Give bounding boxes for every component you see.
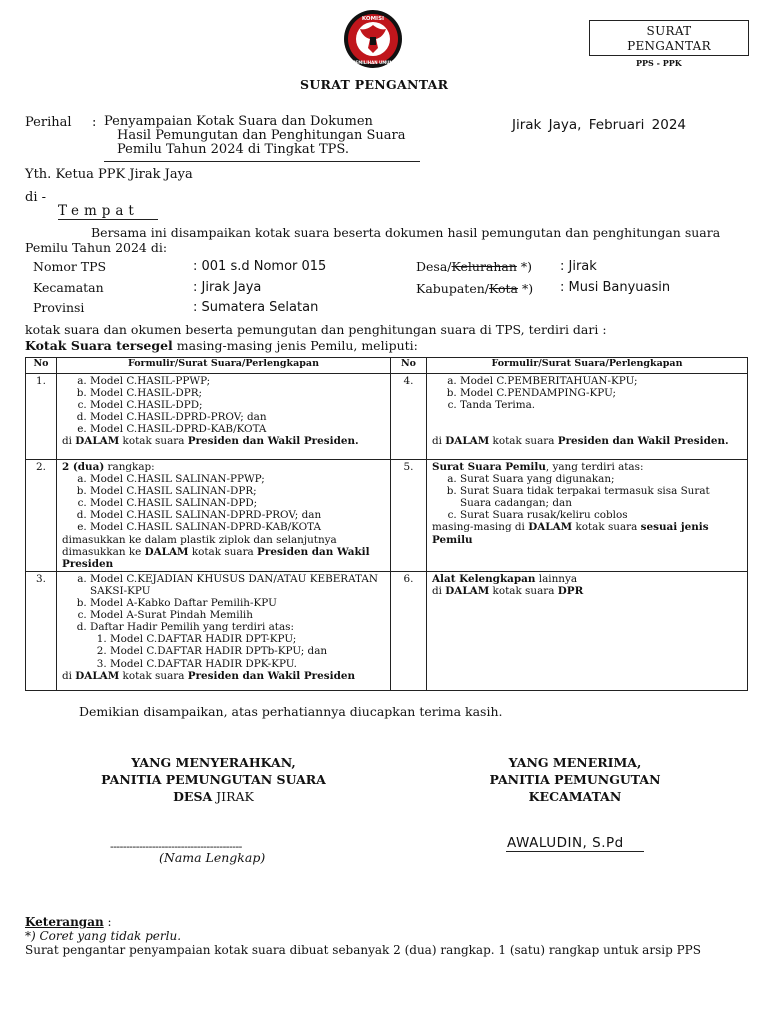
nomor-tps-value: : 001 s.d Nomor 015: [193, 259, 327, 274]
sub-item-list: [62, 633, 386, 669]
head-text: , yang terdiri atas:: [545, 461, 644, 473]
list-item: b. Model C.HASIL SALINAN-DPR;: [90, 485, 386, 497]
list-item: e. Model C.HASIL SALINAN-DPRD-KAB/KOTA: [90, 521, 386, 533]
list-item: a. Model C.KEJADIAN KHUSUS DAN/ATAU KEBERATAN SAKSI-KPU: [90, 573, 386, 597]
keterangan-heading: [25, 915, 701, 929]
sign-left-line-1: YANG MENYERAHKAN,: [131, 755, 296, 770]
row-cell: [57, 460, 391, 572]
item-list: [62, 573, 386, 633]
row-cell: [57, 571, 391, 690]
header-box: [589, 20, 749, 56]
tempat: Tempat: [58, 203, 139, 219]
di-label: di -: [25, 190, 47, 205]
list-item: d. Daftar Hadir Pemilih yang terdiri atas:: [90, 621, 386, 633]
header-form-left: Formulir/Surat Suara/Perlengkapan: [57, 358, 391, 374]
list-item: 1. Model C.DAFTAR HADIR DPT-KPU;: [110, 633, 386, 645]
foot-bold: DALAM: [144, 545, 189, 558]
row-cell: [427, 374, 748, 460]
header-no-right: No: [391, 358, 427, 374]
list-item: c. Surat Suara rusak/keliru coblos: [460, 509, 743, 521]
row-number: 5.: [391, 460, 427, 572]
list-item: 2. Model C.DAFTAR HADIR DPTb-KPU; dan: [110, 645, 386, 657]
signature-right: [475, 754, 675, 805]
list-item: c. Model C.HASIL SALINAN-DPD;: [90, 497, 386, 509]
list-item: a. Model C.HASIL-PPWP;: [90, 375, 386, 387]
foot-bold: Presiden dan Wakil Presiden.: [187, 435, 359, 448]
row-footer: [62, 670, 386, 682]
foot-text: dimasukkan ke: [62, 545, 145, 558]
nomor-tps-label: Nomor TPS: [33, 259, 107, 274]
keterangan-colon: :: [103, 915, 112, 929]
desa-label-c: *): [516, 259, 533, 274]
foot-bold: Presiden dan Wakil Presiden: [187, 669, 355, 682]
perihal-line-2: Hasil Pemungutan dan Penghitungan Suara: [117, 128, 406, 143]
list-item: c. Tanda Terima.: [460, 399, 743, 411]
row-spacer: [432, 411, 743, 435]
signature-left: [90, 754, 337, 805]
row-cell: [427, 460, 748, 572]
keterangan-note-1: *) Coret yang tidak perlu.: [25, 929, 182, 943]
row-number: 1.: [26, 374, 57, 460]
foot-text: di: [62, 669, 76, 682]
header-no-left: No: [26, 358, 57, 374]
head-bold: Alat Kelengkapan: [432, 572, 536, 585]
list-item: a. Surat Suara yang digunakan;: [460, 473, 743, 485]
box-line-2: PENGANTAR: [627, 39, 711, 53]
row-footer-2: [62, 546, 386, 570]
kab-label-c: *): [518, 281, 534, 296]
logo-text-top: KOMISI: [361, 16, 385, 22]
desa-value: : Jirak: [560, 259, 597, 274]
foot-bold: DALAM: [75, 435, 120, 448]
row-head: [62, 461, 386, 473]
foot-text: kotak suara: [572, 521, 641, 534]
perihal-line-1: Penyampaian Kotak Suara dan Dokumen: [104, 114, 373, 129]
row-number: 2.: [26, 460, 57, 572]
foot-bold: DALAM: [445, 584, 490, 597]
list-item: e. Model C.HASIL-DPRD-KAB/KOTA: [90, 423, 386, 435]
kpu-logo-icon: [342, 8, 404, 70]
closing-text: Demikian disampaikan, atas perhatiannya diucapkan terima kasih.: [79, 704, 503, 719]
perihal-label: Perihal: [25, 115, 72, 130]
box-subtitle: PPS - PPK: [636, 58, 682, 68]
foot-text: kotak suara: [119, 669, 188, 682]
keterangan-note-2: Surat pengantar penyampaian kotak suara dibuat sebanyak 2 (dua) rangkap. 1 (satu) rangkap untuk arsip PPS: [25, 943, 701, 957]
kotak-line-1: kotak suara dan okumen beserta pemungutan dan penghitungan suara di TPS, terdiri dari :: [25, 322, 607, 337]
foot-bold: Presiden dan Wakil Presiden: [62, 545, 370, 570]
table-row: [26, 571, 748, 690]
foot-text: di: [62, 435, 76, 448]
head-text: rangkap:: [104, 461, 155, 473]
row-footer: [432, 585, 743, 597]
table-header-row: [26, 358, 748, 374]
foot-bold: DALAM: [528, 521, 573, 534]
foot-bold: DALAM: [445, 435, 490, 448]
perihal-colon: :: [92, 115, 97, 130]
list-item: b. Model A-Kabko Daftar Pemilih-KPU: [90, 597, 386, 609]
date-place: Jirak Jaya, Februari 2024: [512, 117, 686, 133]
row-footer: [62, 435, 386, 447]
sign-left-line-2: PANITIA PEMUNGUTAN SUARA: [101, 772, 326, 787]
sign-left-desa: DESA: [173, 789, 213, 804]
row-number: 3.: [26, 571, 57, 690]
list-item: c. Model C.HASIL-DPD;: [90, 399, 386, 411]
row-footer: [432, 521, 743, 545]
head-text: lainnya: [535, 572, 578, 585]
foot-text: di: [432, 584, 446, 597]
foot-text: kotak suara: [489, 435, 558, 448]
head-bold: 2 (dua): [62, 461, 105, 473]
table-row: [26, 374, 748, 460]
foot-text: kotak suara: [119, 435, 188, 448]
signature-right-underline: [506, 851, 644, 852]
list-item: a. Model C.PEMBERITAHUAN-KPU;: [460, 375, 743, 387]
sign-right-line-2: PANITIA PEMUNGUTAN: [489, 772, 661, 787]
list-item: b. Surat Suara tidak terpakai termasuk sisa Surat Suara cadangan; dan: [460, 485, 743, 509]
foot-bold: Presiden dan Wakil Presiden.: [557, 435, 729, 448]
list-item: 3. Model C.DAFTAR HADIR DPK-KPU.: [110, 658, 386, 670]
sign-left-line-3: [90, 788, 337, 805]
foot-text: kotak suara: [188, 545, 258, 558]
tempat-underline: [58, 219, 158, 220]
sign-right-line-3: KECAMATAN: [528, 789, 622, 804]
kpu-logo: [342, 8, 404, 70]
foot-text: masing-masing di: [432, 521, 529, 534]
kabupaten-value: : Musi Banyuasin: [560, 280, 671, 295]
table-row: [26, 460, 748, 572]
perihal-line-3: Pemilu Tahun 2024 di Tingkat TPS.: [117, 142, 349, 157]
kotak-rest: masing-masing jenis Pemilu, meliputi:: [172, 338, 418, 353]
list-item: b. Model C.PENDAMPING-KPU;: [460, 387, 743, 399]
kotak-bold: Kotak Suara tersegel: [25, 338, 173, 353]
desa-label-a: Desa/: [416, 259, 452, 274]
foot-bold: DALAM: [75, 669, 120, 682]
row-number: 4.: [391, 374, 427, 460]
head-bold: Surat Suara Pemilu: [432, 461, 546, 473]
intro-text: Bersama ini disampaikan kotak suara beserta dokumen hasil pemungutan dan penghitungan suara Pemilu Tahun 2024 di:: [25, 225, 721, 255]
kecamatan-value: : Jirak Jaya: [193, 280, 262, 295]
list-item: b. Model C.HASIL-DPR;: [90, 387, 386, 399]
header-form-right: Formulir/Surat Suara/Perlengkapan: [427, 358, 748, 374]
sign-left-jirak: JIRAK: [212, 789, 254, 804]
provinsi-label: Provinsi: [33, 300, 85, 315]
row-number: 6.: [391, 571, 427, 690]
signature-right-name: AWALUDIN, S.Pd: [507, 835, 624, 851]
signature-left-name: (Nama Lengkap): [159, 850, 266, 865]
foot-bold: sesuai jenis Pemilu: [432, 521, 709, 546]
intro-paragraph: [25, 225, 725, 255]
kotak-line-2: [25, 338, 745, 354]
item-list: [62, 375, 386, 435]
logo-text-bottom: PEMILIHAN UMUM: [352, 60, 394, 65]
list-item: a. Model C.HASIL SALINAN-PPWP;: [90, 473, 386, 485]
list-item: c. Model A-Surat Pindah Memilih: [90, 609, 386, 621]
foot-bold: DPR: [557, 584, 584, 597]
perihal-text: [104, 115, 406, 157]
row-cell: [57, 374, 391, 460]
desa-label-struck: Kelurahan: [451, 259, 517, 274]
documents-table: [25, 357, 748, 691]
list-item: d. Model C.HASIL SALINAN-DPRD-PROV; dan: [90, 509, 386, 521]
item-list: [432, 375, 743, 411]
kabupaten-label: [416, 281, 533, 296]
row-footer: [432, 435, 743, 447]
kotak-paragraph: [25, 322, 745, 354]
foot-text: kotak suara: [489, 584, 558, 597]
row-cell: [427, 571, 748, 690]
row-head: [432, 461, 743, 473]
row-head: [432, 573, 743, 585]
desa-label: [416, 259, 532, 274]
sign-right-line-1: YANG MENERIMA,: [508, 755, 642, 770]
kab-label-a: Kabupaten/: [416, 281, 489, 296]
perihal-underline: [104, 161, 420, 162]
keterangan-section: [25, 915, 701, 957]
recipient: Yth. Ketua PPK Jirak Jaya: [25, 167, 193, 182]
keterangan-label: Keterangan: [25, 915, 104, 929]
provinsi-value: : Sumatera Selatan: [193, 300, 319, 315]
foot-text: di: [432, 435, 446, 448]
item-list: [62, 473, 386, 533]
box-line-1: SURAT: [646, 24, 692, 38]
document-title: SURAT PENGANTAR: [300, 77, 449, 92]
kecamatan-label: Kecamatan: [33, 280, 104, 295]
row-footer-1: dimasukkan ke dalam plastik ziplok dan selanjutnya: [62, 533, 337, 546]
list-item: d. Model C.HASIL-DPRD-PROV; dan: [90, 411, 386, 423]
item-list: [432, 473, 743, 521]
signature-dotted-line: -----------------------------------------: [110, 840, 242, 853]
kab-label-struck: Kota: [488, 281, 518, 296]
